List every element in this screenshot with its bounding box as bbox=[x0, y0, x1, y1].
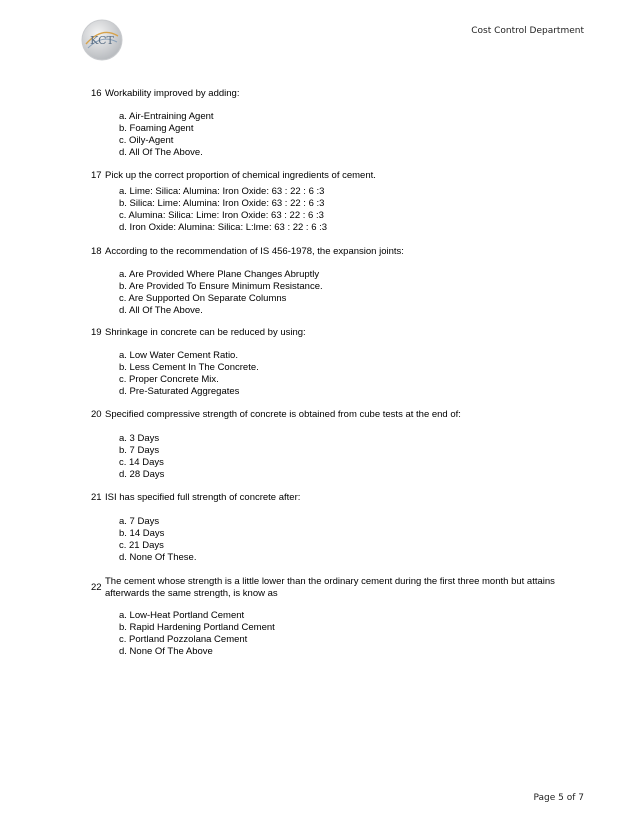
option-d: d. None Of These. bbox=[119, 552, 197, 563]
question-text: Pick up the correct proportion of chemical ingredients of cement. bbox=[105, 170, 376, 181]
option-a: a. 7 Days bbox=[119, 516, 160, 527]
option-b: b. Silica: Lime: Alumina: Iron Oxide: 63 : 22 : 6 :3 bbox=[119, 198, 325, 209]
option-list bbox=[119, 111, 214, 159]
option-d: d. All Of The Above. bbox=[119, 305, 203, 316]
option-a: a. Low-Heat Portland Cement bbox=[119, 610, 245, 621]
option-list bbox=[119, 186, 327, 234]
option-a: a. 3 Days bbox=[119, 433, 160, 444]
svg-text:KCT: KCT bbox=[90, 34, 114, 47]
option-c: c. Oily-Agent bbox=[119, 135, 174, 146]
option-a: a. Air-Entraining Agent bbox=[119, 111, 214, 122]
option-a: a. Low Water Cement Ratio. bbox=[119, 350, 238, 361]
question-text: Specified compressive strength of concrete is obtained from cube tests at the end of: bbox=[105, 409, 461, 420]
option-d: d. 28 Days bbox=[119, 469, 165, 480]
option-c: c. Portland Pozzolana Cement bbox=[119, 634, 248, 645]
option-c: c. Alumina: Silica: Lime: Iron Oxide: 63 : 22 : 6 :3 bbox=[119, 210, 324, 221]
option-b: b. Less Cement In The Concrete. bbox=[119, 362, 259, 373]
option-list bbox=[119, 269, 323, 317]
question-number: 18 bbox=[91, 246, 102, 257]
question-number: 20 bbox=[91, 409, 102, 420]
question-17 bbox=[91, 170, 571, 233]
option-d: d. None Of The Above bbox=[119, 646, 213, 657]
department-header: Cost Control Department bbox=[471, 26, 584, 36]
option-c: c. 14 Days bbox=[119, 457, 164, 468]
question-number: 19 bbox=[91, 327, 102, 338]
question-text: ISI has specified full strength of concrete after: bbox=[105, 492, 301, 503]
option-d: d. All Of The Above. bbox=[119, 147, 203, 158]
option-list bbox=[119, 350, 259, 398]
option-b: b. Foaming Agent bbox=[119, 123, 194, 134]
option-a: a. Lime: Silica: Alumina: Iron Oxide: 63 : 22 : 6 :3 bbox=[119, 186, 325, 197]
option-list bbox=[119, 516, 196, 564]
company-logo bbox=[80, 18, 124, 62]
question-text: The cement whose strength is a little lower than the ordinary cement during the first three month but attains afterwards the same strength, is know as bbox=[105, 576, 555, 599]
question-text: Workability improved by adding: bbox=[105, 88, 240, 99]
question-number: 17 bbox=[91, 170, 102, 181]
option-a: a. Are Provided Where Plane Changes Abruptly bbox=[119, 269, 320, 280]
question-number: 16 bbox=[91, 88, 102, 99]
question-text: Shrinkage in concrete can be reduced by using: bbox=[105, 327, 306, 338]
option-c: c. Are Supported On Separate Columns bbox=[119, 293, 287, 304]
option-d: d. Iron Oxide: Alumina: Silica: L:lme: 63 : 22 : 6 :3 bbox=[119, 222, 328, 233]
option-list bbox=[119, 610, 275, 658]
question-22 bbox=[91, 576, 571, 657]
question-text: According to the recommendation of IS 456-1978, the expansion joints: bbox=[105, 246, 404, 257]
option-c: c. 21 Days bbox=[119, 540, 164, 551]
question-19 bbox=[91, 327, 571, 397]
question-number: 21 bbox=[91, 492, 102, 503]
option-list bbox=[119, 433, 164, 481]
option-b: b. Rapid Hardening Portland Cement bbox=[119, 622, 275, 633]
question-18 bbox=[91, 246, 571, 316]
page-number: Page 5 of 7 bbox=[533, 793, 584, 803]
option-b: b. 14 Days bbox=[119, 528, 165, 539]
question-20 bbox=[91, 409, 571, 480]
question-number: 22 bbox=[91, 582, 102, 593]
option-d: d. Pre-Saturated Aggregates bbox=[119, 386, 240, 397]
option-b: b. Are Provided To Ensure Minimum Resistance. bbox=[119, 281, 323, 292]
question-21 bbox=[91, 492, 571, 563]
option-b: b. 7 Days bbox=[119, 445, 160, 456]
question-16 bbox=[91, 88, 571, 158]
option-c: c. Proper Concrete Mix. bbox=[119, 374, 219, 385]
